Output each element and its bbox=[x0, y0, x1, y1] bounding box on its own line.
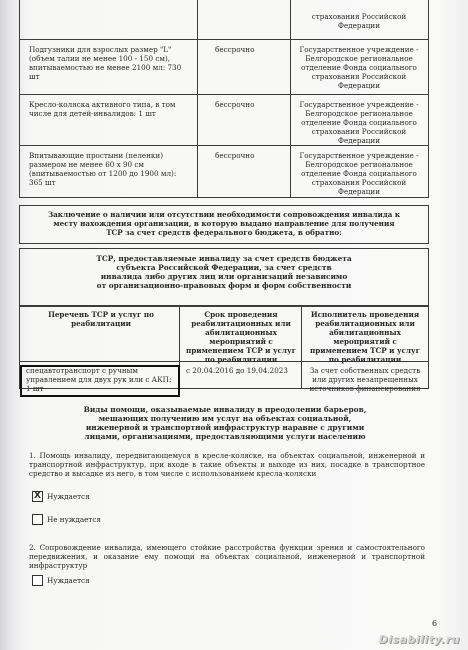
assistance-types-title: Виды помощи, оказываемые инвалиду в преодолении барьеров, мешающих получению им услуг на объектах социальной, инженерной и транспортной инфраструктур наравне с другими лицами, организациями, предоставляющими услуги населению bbox=[83, 405, 367, 441]
table1-row-divider bbox=[19, 39, 428, 40]
table-cell-item: Кресло-коляска активного типа, в том числе для детей-инвалидов: 1 шт bbox=[29, 100, 176, 118]
table-header-term: Срок проведения реабилитационных или абилитационных мероприятий с применением ТСР и услуг по реабилитации bbox=[185, 310, 297, 364]
not-needed-checkbox[interactable] bbox=[32, 514, 43, 525]
hand-drawn-highlight-box bbox=[20, 365, 180, 397]
table-cell-executor: страхования Российской Федерации bbox=[311, 12, 407, 30]
needed-label: Нуждается bbox=[47, 492, 90, 501]
needed-label: Нуждается bbox=[47, 576, 90, 585]
table-header-executor: Исполнитель проведения реабилитационных или абилитационных мероприятий с применением ТСР и услуг по реабилитации bbox=[309, 310, 421, 364]
regional-tsr-title: ТСР, предоставляемые инвалиду за счет средств бюджета субъекта Российской Федерации, за счет средств инвалида либо других лиц или организаций независимо от организационно-правовых форм и форм собственности bbox=[96, 254, 352, 290]
table-cell-executor: Государственное учреждение - Белгородское региональное отделение Фонда социального страхования Российской Федерации bbox=[299, 45, 419, 90]
needed-checkbox[interactable] bbox=[32, 575, 43, 586]
needed-checkbox[interactable]: X bbox=[32, 491, 43, 502]
table-cell-item: Впитывающие простыни (пеленки) размером не менее 60 х 90 см (впитываемостью от 1200 до 1900 мл): 365 шт bbox=[29, 151, 177, 187]
site-watermark: Disability.ru bbox=[378, 633, 460, 646]
table-cell-executor: За счет собственных средств или других незапрещенных источников финансирования bbox=[309, 366, 421, 393]
table-cell-term: бессрочно bbox=[215, 100, 255, 109]
table-cell-term: бессрочно bbox=[215, 151, 255, 160]
not-needed-label: Не нуждается bbox=[47, 515, 101, 524]
table2-col-divider bbox=[301, 305, 302, 388]
assistance-item-1-text: 1. Помощь инвалиду, передвигающемуся в кресле-коляске, на объектах социальной, инженерной и транспортной инфраструктур, при входе в такие объекты и выходе из них, посадке в транспортное средство и высадке из него, в том числе с использованием кресла-коляски bbox=[29, 451, 425, 478]
assistance-item-2-text: 2. Сопровождение инвалида, имеющего стойкие расстройства функции зрения и самостоятельного передвижения, и оказание ему помощи на объектах социальной, инженерной и транспортной инфраструктур bbox=[29, 543, 425, 570]
table1-row-divider bbox=[19, 145, 428, 146]
escort-conclusion-text: Заключение о наличии или отсутствии необходимости сопровождения инвалида к месту нахождения организации, в которую выдано направление для получения ТСР за счет средств федерального бюджета, в обратно: bbox=[47, 210, 401, 237]
table-cell-term: бессрочно bbox=[215, 45, 255, 54]
table-cell-item: Подгузники для взрослых размер "L" (объем талии не менее 100 - 150 см), впитываемостью не менее 2100 мл: 730 шт bbox=[29, 45, 182, 81]
table1-col-divider bbox=[290, 0, 291, 197]
table-cell-term: с 20.04.2016 до 19.04.2023 bbox=[186, 366, 288, 375]
table-cell-item: спецавтотранспорт с ручным управлением для двух рук или с АКП: 1 шт bbox=[26, 366, 172, 393]
table1-row-divider bbox=[19, 94, 428, 95]
table1-col-divider bbox=[197, 0, 198, 197]
table-cell-executor: Государственное учреждение - Белгородское региональное отделение Фонда социального страхования Российской Федерации bbox=[299, 100, 419, 145]
page-number: 6 bbox=[432, 619, 438, 628]
table-cell-executor: Государственное учреждение - Белгородское региональное отделение Фонда социального страхования Российской Федерации bbox=[299, 151, 419, 196]
table-header-item: Перечень ТСР и услуг по реабилитации bbox=[48, 310, 154, 328]
